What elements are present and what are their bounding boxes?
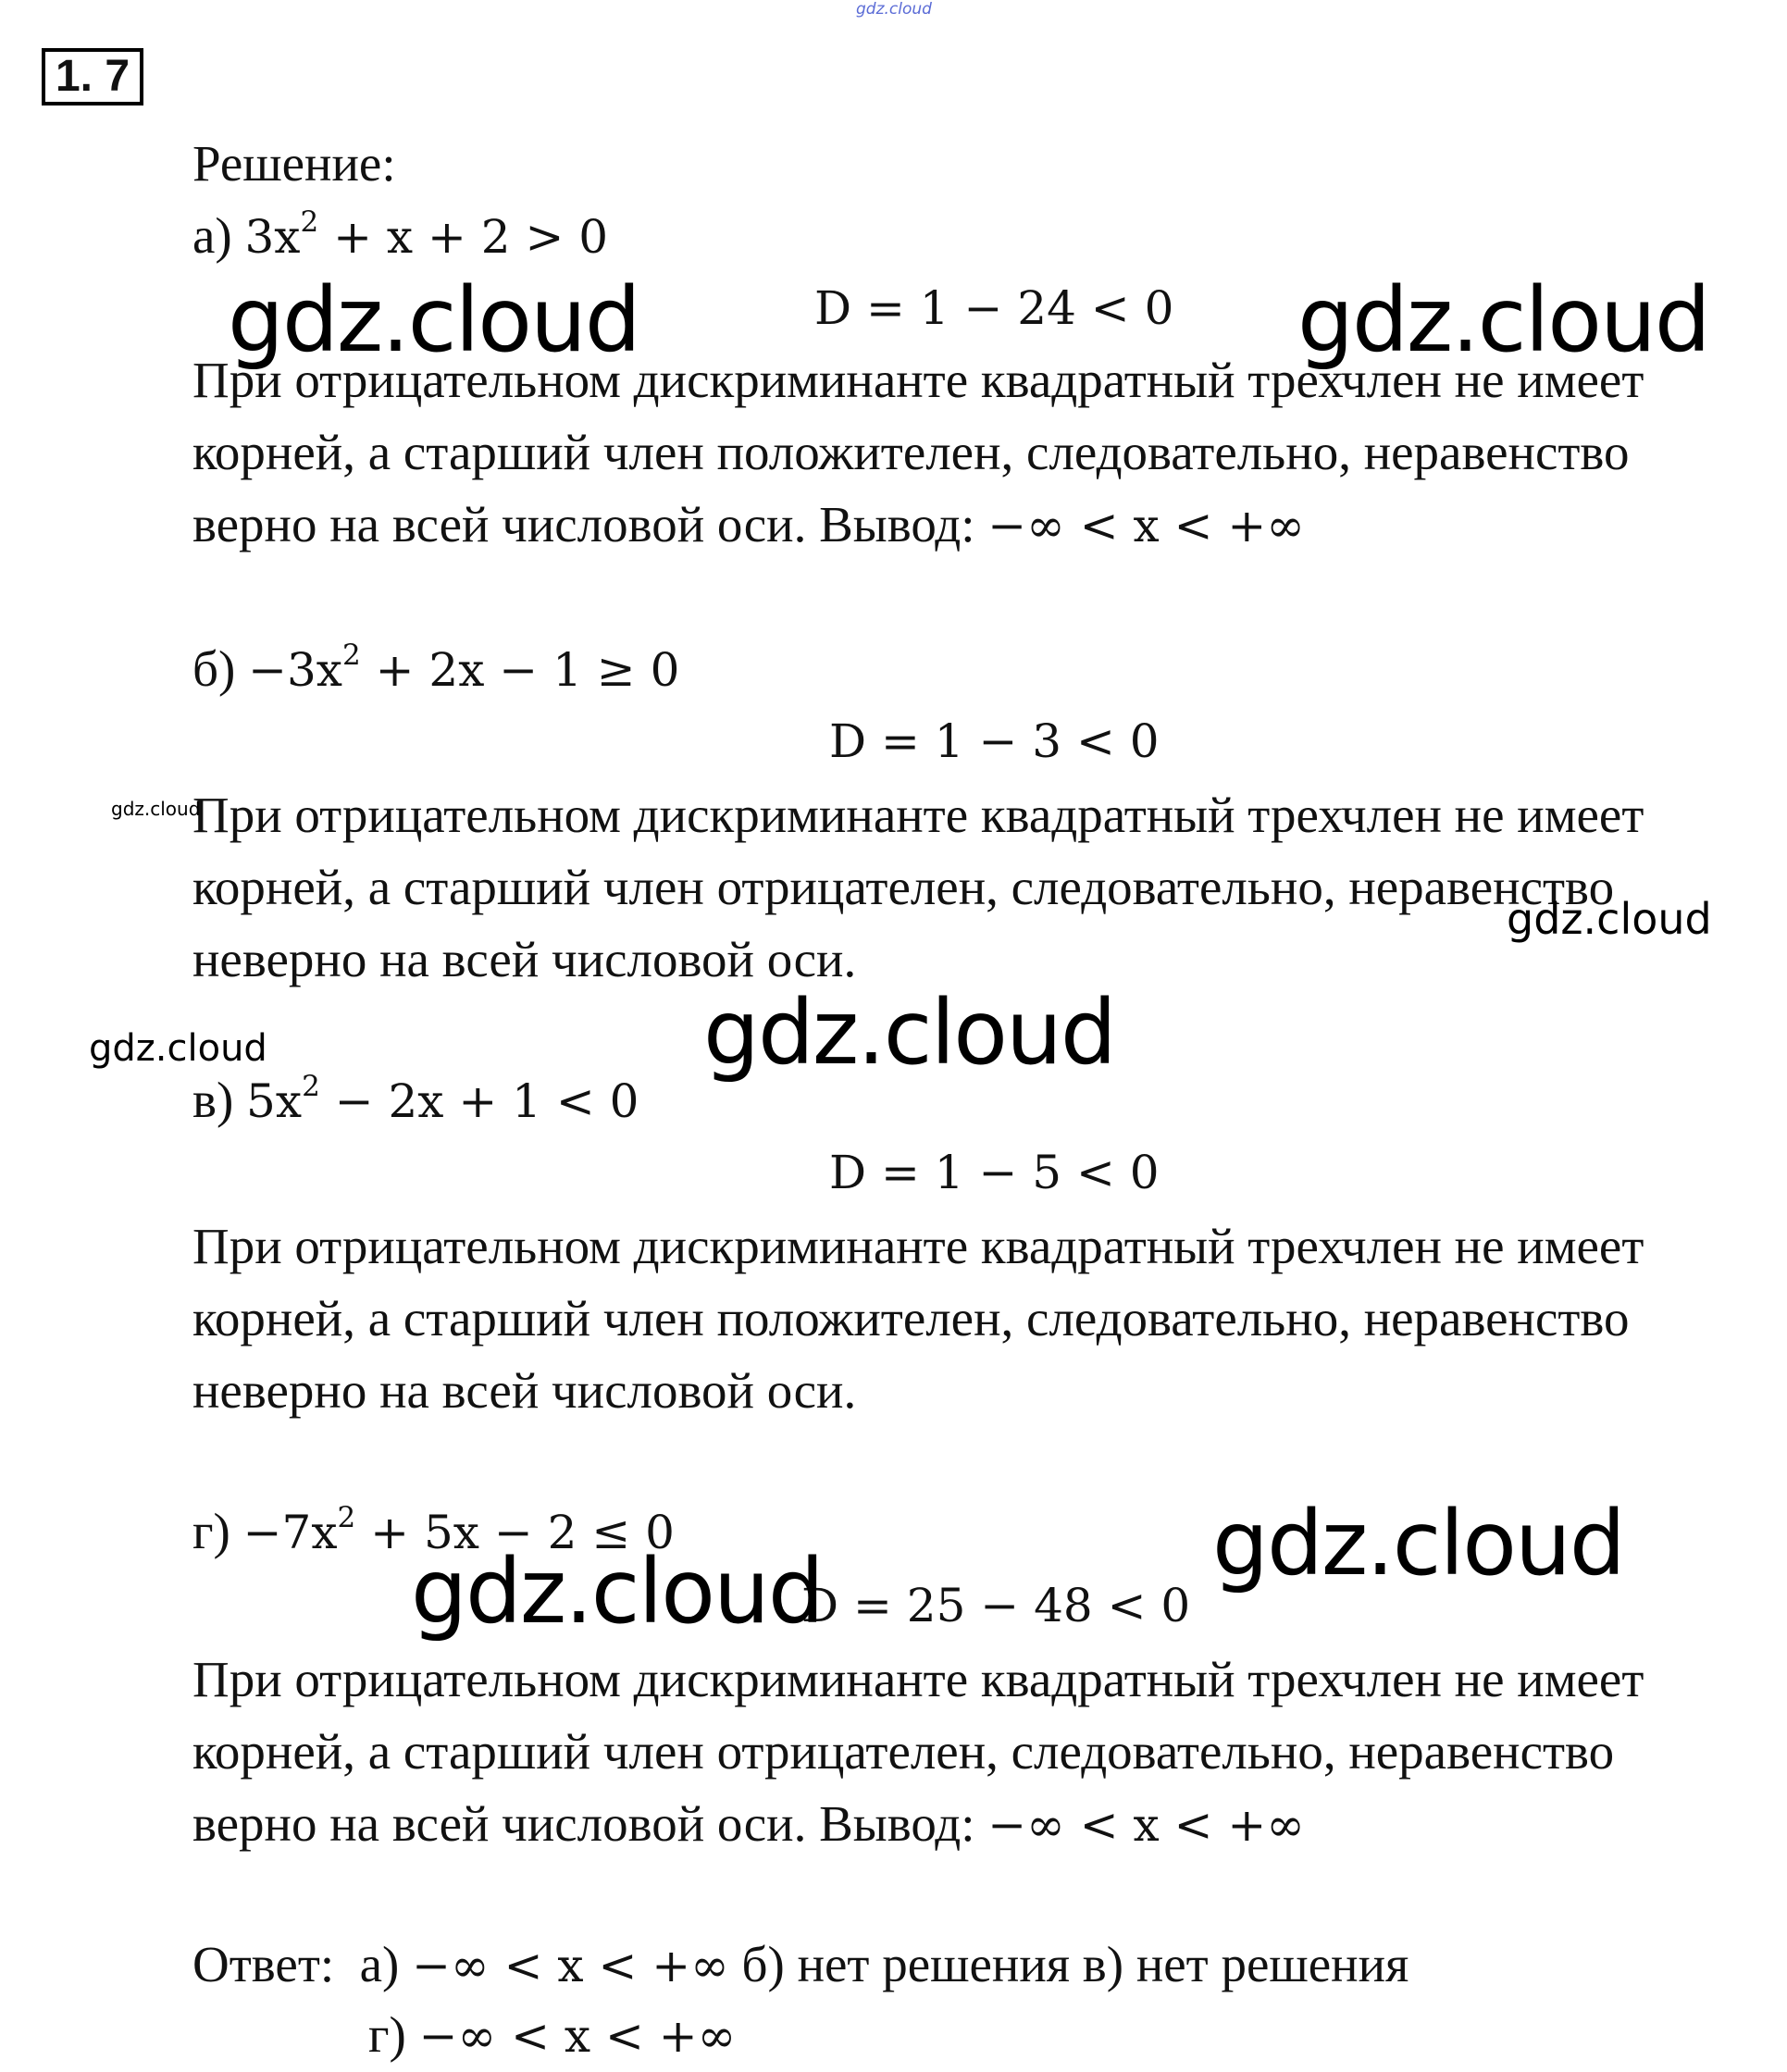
answer-label: Ответ: (192, 1936, 335, 1992)
part-v-label: в) (192, 1072, 234, 1128)
part-a-line-1: При отрицательном дискриминанте квадратный трехчлен не имеет (192, 352, 1644, 408)
part-v-line-3: неверно на всей числовой оси. (192, 1362, 857, 1419)
answer-bv: б) нет решения в) нет решения (728, 1936, 1409, 1992)
part-g-explanation (192, 1644, 1644, 1861)
answer-g-value: −∞ < x < +∞ (418, 2009, 737, 2063)
part-b-label: б) (192, 640, 236, 697)
part-g-discriminant: D = 25 − 48 < 0 (801, 1579, 1191, 1632)
part-g-label: г) (192, 1503, 230, 1559)
part-v-explanation (192, 1210, 1644, 1427)
part-b-line-1: При отрицательном дискриминанте квадратный трехчлен не имеет (192, 787, 1644, 843)
part-v-discriminant: D = 1 − 5 < 0 (829, 1146, 1160, 1199)
answer-a-label: а) (359, 1936, 400, 1992)
part-g-conclusion: −∞ < x < +∞ (987, 1798, 1305, 1852)
watermark-1: gdz.cloud (228, 268, 639, 372)
part-a-line-3: верно на всей числовой оси. Вывод: −∞ < x < +∞ (192, 496, 1305, 552)
watermark-4: gdz.cloud (1507, 894, 1712, 944)
part-a-label: а) (192, 207, 232, 264)
part-g-line-1: При отрицательном дискриминанте квадратный трехчлен не имеет (192, 1651, 1644, 1707)
part-b-explanation (192, 779, 1644, 996)
top-watermark: gdz.cloud (856, 0, 932, 19)
part-a-inequality (192, 200, 608, 273)
part-v-line-1: При отрицательном дискриминанте квадратный трехчлен не имеет (192, 1218, 1644, 1274)
part-a-explanation (192, 344, 1644, 562)
part-b-inequality (192, 633, 679, 706)
part-b-expression: $-3x^2 + 2x - 1 \ge 0$ (248, 638, 680, 697)
part-a-expression: $3x^2 + x + 2 > 0$ (244, 205, 609, 264)
part-g-line-3: верно на всей числовой оси. Вывод: −∞ < x < +∞ (192, 1795, 1305, 1852)
watermark-5: gdz.cloud (703, 981, 1115, 1085)
answer-g-label: г) (368, 2006, 406, 2063)
part-g-line-2: корней, а старший член отрицателен, следовательно, неравенство (192, 1723, 1615, 1780)
part-v-expression: $5x^2 - 2x + 1 < 0$ (246, 1069, 639, 1128)
part-a-line-2: корней, а старший член положителен, следовательно, неравенство (192, 424, 1630, 480)
problem-number-box (42, 48, 143, 105)
watermark-3: gdz.cloud (111, 798, 201, 820)
answer-line-2 (368, 1999, 736, 2072)
watermark-6: gdz.cloud (89, 1027, 267, 1070)
part-g-expression: $-7x^2 + 5x - 2 \le 0$ (242, 1500, 675, 1559)
answer-a-value: −∞ < x < +∞ (412, 1939, 729, 1992)
answer-line-1 (192, 1929, 1409, 2002)
part-v-inequality (192, 1064, 639, 1137)
watermark-7: gdz.cloud (1212, 1492, 1624, 1595)
solution-heading: Решение: (192, 135, 396, 192)
watermark-2: gdz.cloud (1297, 268, 1709, 372)
part-b-line-2: корней, а старший член отрицателен, следовательно, неравенство (192, 859, 1615, 915)
part-v-line-2: корней, а старший член положителен, следовательно, неравенство (192, 1290, 1630, 1346)
part-a-conclusion: −∞ < x < +∞ (987, 499, 1305, 552)
problem-number: 1. 7 (55, 52, 130, 101)
part-a-discriminant: D = 1 − 24 < 0 (814, 281, 1174, 335)
part-b-discriminant: D = 1 − 3 < 0 (829, 714, 1160, 768)
watermark-8: gdz.cloud (411, 1540, 823, 1644)
part-b-line-3: неверно на всей числовой оси. (192, 931, 857, 987)
